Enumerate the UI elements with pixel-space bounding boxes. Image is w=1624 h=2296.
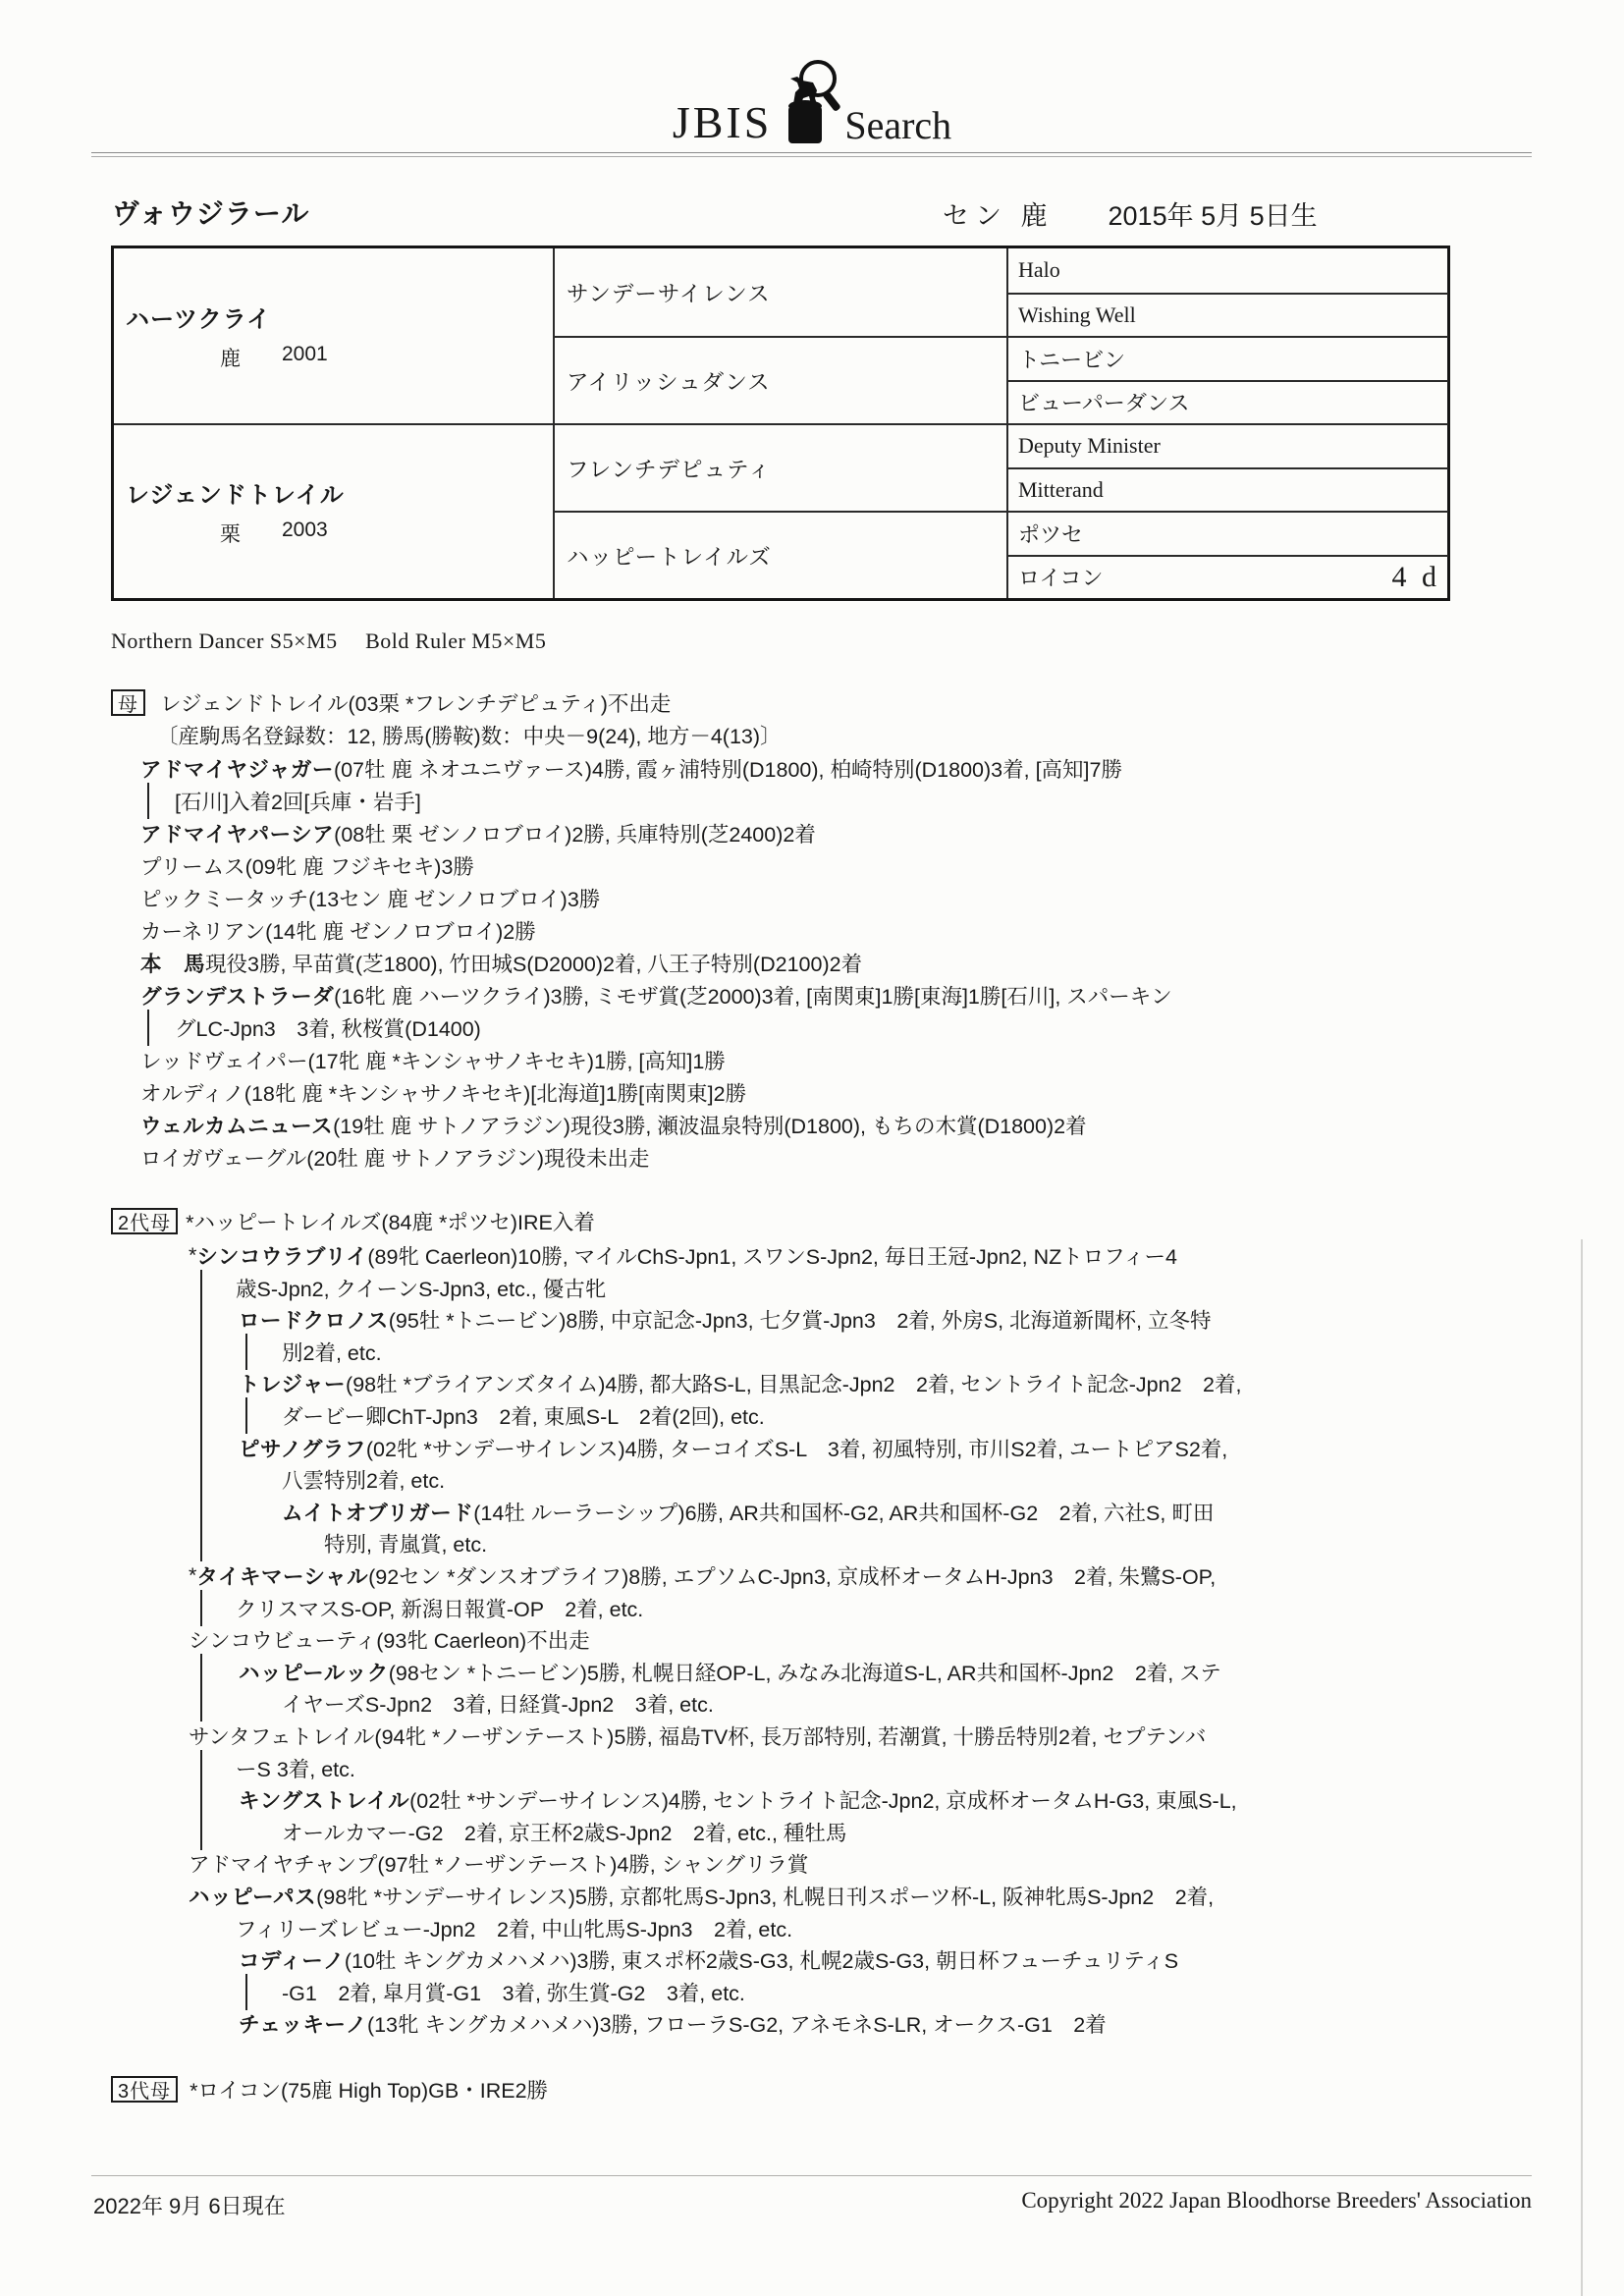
record-text: 八雲特別2着, etc. <box>282 1469 446 1494</box>
greatgrandparent-cell: ポツセ <box>1006 511 1448 555</box>
horse-birthdate: 2015年 5月 5日生 <box>1108 201 1318 231</box>
inbreeding-note: Northern Dancer S5×M5 Bold Ruler M5×M5 <box>111 629 547 653</box>
parent-coat-year: 鹿 2001 <box>220 343 328 370</box>
record-text: 歳S-Jpn2, クイーンS-Jpn3, etc., 優古牝 <box>236 1277 607 1301</box>
pedigree-line <box>0 1432 1624 1464</box>
pedigree-line <box>0 1076 1624 1109</box>
horse-name-bold: タイキマーシャル <box>196 1565 369 1589</box>
section-box-label: 母 <box>111 689 145 716</box>
record-text: (02牡 *サンデーサイレンス)4勝, セントライト記念-Jpn2, 京成杯オータムH-G3, 東風S-L, <box>409 1789 1237 1814</box>
greatgrandparent-cell: トニービン <box>1006 336 1448 380</box>
logo-jbis-text: JBIS <box>672 97 773 147</box>
pedigree-line <box>0 849 1624 882</box>
greatgrandparent-cell: Halo <box>1006 248 1448 293</box>
record-text: プリームス(09牝 鹿 フジキセキ)3勝 <box>140 855 474 879</box>
horse-name-bold: ウェルカムニュース <box>140 1115 334 1138</box>
parent-name: レジェンドトレイル <box>126 482 345 509</box>
horse-name-bold: グランデストラーダ <box>140 985 335 1009</box>
grandparent-cell: ハッピートレイルズ <box>553 511 1006 598</box>
pedigree-line <box>0 1783 1624 1816</box>
scan-artifact-line <box>1581 1239 1583 2296</box>
section-heading-granddam2 <box>111 1206 595 1236</box>
copyright-text: Copyright 2022 Japan Bloodhorse Breeders' Association <box>1021 2188 1532 2213</box>
horse-name-bold: 本 馬 <box>140 953 206 976</box>
horse-name-bold: シンコウラブリイ <box>196 1245 368 1269</box>
record-text: グLC-Jpn3 3着, 秋桜賞(D1400) <box>175 1017 481 1041</box>
tree-connector-bar <box>200 1750 202 1786</box>
record-text: (13牝 キングカメハメハ)3勝, フローラS-G2, アネモネS-LR, オークス-G1 2着 <box>366 2013 1107 2038</box>
record-text: ダービー卿ChT-Jpn3 2着, 東風S-L 2着(2回), etc. <box>282 1405 765 1429</box>
pedigree-line <box>0 1239 1624 1272</box>
greatgrandparent-cell: Deputy Minister <box>1006 423 1448 467</box>
record-text: (02牝 *サンデーサイレンス)4勝, ターコイズS-L 3着, 初風特別, 市川S2着, ユートピアS2着, <box>365 1437 1228 1461</box>
pedigree-line <box>0 1943 1624 1976</box>
tree-connector-bar <box>200 1301 202 1338</box>
record-text: フィリーズレビュー-Jpn2 2着, 中山牝馬S-Jpn3 2着, etc. <box>236 1917 793 1941</box>
pedigree-line <box>0 1623 1624 1656</box>
pedigree-line <box>0 1880 1624 1912</box>
pedigree-line <box>0 1559 1624 1592</box>
parent-cell <box>114 423 553 598</box>
horse-name-bold: コディーノ <box>239 1949 345 1974</box>
tree-connector-bar <box>200 1270 202 1306</box>
family-number: 4 d <box>1391 560 1440 593</box>
record-text: ロイガヴェーグル(20牡 鹿 サトノアラジン)現役未出走 <box>140 1147 650 1171</box>
pedigree-line <box>0 1720 1624 1752</box>
pedigree-line <box>0 1847 1624 1880</box>
section-heading-text: *ロイコン(75鹿 High Top)GB・IRE2勝 <box>189 2079 549 2103</box>
section-box-label: 2代母 <box>111 1208 178 1234</box>
pedigree-line <box>0 1011 1624 1044</box>
pedigree-line <box>0 979 1624 1011</box>
parent-coat-year: 栗 2003 <box>220 519 328 546</box>
greatgrandparent-cell: ロイコン 4 d <box>1006 555 1448 599</box>
pedigree-line <box>0 1044 1624 1076</box>
pedigree-line <box>0 1463 1624 1496</box>
tree-connector-bar <box>200 1685 202 1722</box>
logo-search-text: Search <box>844 103 952 147</box>
pedigree-line <box>0 1976 1624 2008</box>
pedigree-line <box>0 1656 1624 1688</box>
pedigree-line <box>0 1687 1624 1720</box>
pedigree-line <box>0 1109 1624 1141</box>
record-text: オールカマー-G2 2着, 京王杯2歳S-Jpn2 2着, etc., 種牡馬 <box>282 1821 847 1845</box>
pedigree-line <box>0 1399 1624 1432</box>
grandparent-cell: フレンチデピュティ <box>553 423 1006 511</box>
pedigree-line <box>0 752 1624 785</box>
pedigree-line <box>0 817 1624 849</box>
record-text: (92セン *ダンスオブライフ)8勝, エプソムC-Jpn3, 京成杯オータムH-Jpn3 2着, 朱鷺S-OP, <box>368 1565 1217 1589</box>
record-text: (98牝 *サンデーサイレンス)5勝, 京都牝馬S-Jpn3, 札幌日刊スポーツ杯-L, 阪神牝馬S-Jpn2 2着, <box>316 1886 1215 1909</box>
horse-name-bold: ピサノグラフ <box>239 1437 366 1461</box>
pedigree-line <box>0 1752 1624 1784</box>
horse-name: ヴォウジラール <box>112 198 310 229</box>
parent-cell <box>114 248 553 423</box>
tree-connector-bar <box>200 1365 202 1401</box>
footer-divider <box>91 2175 1532 2176</box>
pedigree-line <box>0 1272 1624 1304</box>
tree-connector-bar <box>200 1461 202 1498</box>
pedigree-line <box>0 882 1624 914</box>
section-substats: 〔産駒馬名登録数：12, 勝馬(勝鞍)数：中央－9(24), 地方－4(13)〕 <box>157 725 782 748</box>
grandparent-cell: アイリッシュダンス <box>553 336 1006 423</box>
horse-info <box>943 194 1318 233</box>
horse-name-bold: ハッピーパス <box>189 1886 317 1909</box>
section-box-label: 3代母 <box>111 2076 178 2103</box>
record-text: ーS 3着, etc. <box>236 1757 355 1781</box>
horse-name-bold: チェッキーノ <box>239 2013 367 2038</box>
record-text: (98牡 *ブライアンズタイム)4勝, 都大路S-L, 目黒記念-Jpn2 2着, セントライト記念-Jpn2 2着, <box>346 1373 1242 1397</box>
record-text: (14牡 ルーラーシップ)6勝, AR共和国杯-G2, AR共和国杯-G2 2着, 六社S, 町田 <box>473 1501 1215 1525</box>
horse-sex-coat: セン 鹿 <box>943 201 1054 231</box>
record-text: [石川]入着2回[兵庫・岩手] <box>175 791 421 814</box>
horse-magnifier-icon <box>776 55 846 149</box>
greatgrandparent-cell: Mitterand <box>1006 467 1448 512</box>
tree-connector-bar <box>245 1974 247 2010</box>
grandparent-cell: サンデーサイレンス <box>553 248 1006 336</box>
record-text: * <box>189 1563 197 1587</box>
record-text: * <box>189 1243 197 1267</box>
horse-name-bold: ムイトオブリガード <box>282 1501 474 1525</box>
pedigree-line <box>0 1527 1624 1559</box>
pedigree-line <box>0 1496 1624 1528</box>
record-text: (08牡 栗 ゼンノロブロイ)2勝, 兵庫特別(芝2400)2着 <box>334 823 816 847</box>
pedigree-line <box>0 914 1624 947</box>
record-text: 別2着, etc. <box>282 1340 382 1365</box>
section-heading-dam <box>111 687 671 718</box>
record-text: (95牡 *トニービン)8勝, 中京記念-Jpn3, 七夕賞-Jpn3 2着, 外房S, 北海道新聞杯, 立冬特 <box>388 1309 1212 1334</box>
tree-connector-bar <box>245 1334 247 1370</box>
horse-name-bold: アドマイヤジャガー <box>140 758 334 782</box>
greatgrandparent-cell: Wishing Well <box>1006 293 1448 337</box>
horse-name-bold: キングストレイル <box>239 1789 410 1814</box>
horse-name-bold: ハッピールック <box>239 1661 389 1685</box>
pedigree-line <box>0 1912 1624 1944</box>
tree-connector-bar <box>200 1590 202 1626</box>
record-text: 現役3勝, 早苗賞(芝1800), 竹田城S(D2000)2着, 八王子特別(D2100)2着 <box>205 953 863 976</box>
record-text: -G1 2着, 皐月賞-G1 3着, 弥生賞-G2 3着, etc. <box>282 1981 745 2005</box>
pedigree-table <box>111 246 1450 601</box>
record-text: (98セン *トニービン)5勝, 札幌日経OP-L, みなみ北海道S-L, AR共和国杯-Jpn2 2着, ステ <box>388 1661 1221 1685</box>
record-text: サンタフェトレイル(94牝 *ノーザンテースト)5勝, 福島TV杯, 長万部特別, 若潮賞, 十勝岳特別2着, セプテンバ <box>189 1725 1207 1749</box>
section-heading-text: レジェンドトレイル(03栗 *フレンチデピュティ)不出走 <box>160 692 672 716</box>
record-text: カーネリアン(14牝 鹿 ゼンノロブロイ)2勝 <box>140 920 536 944</box>
tree-connector-bar <box>147 783 149 819</box>
record-text: (07牡 鹿 ネオユニヴァース)4勝, 霞ヶ浦特別(D1800), 柏崎特別(D1800)3着, [高知]7勝 <box>333 758 1122 782</box>
tree-connector-bar <box>200 1494 202 1530</box>
record-text: (10牡 キングカメハメハ)3勝, 東スポ杯2歳S-G3, 札幌2歳S-G3, 朝日杯フューチュリティS <box>344 1949 1179 1974</box>
record-text: (16牝 鹿 ハーツクライ)3勝, ミモザ賞(芝2000)3着, [南関東]1勝[東海]1勝[石川], スパーキン <box>334 985 1172 1009</box>
parent-name: ハーツクライ <box>126 306 272 333</box>
record-text: (19牡 鹿 サトノアラジン)現役3勝, 瀬波温泉特別(D1800), もちの木賞(D1800)2着 <box>333 1115 1087 1138</box>
record-text: レッドヴェイパー(17牝 鹿 *キンシャサノキセキ)1勝, [高知]1勝 <box>140 1050 726 1073</box>
pedigree-line <box>0 1367 1624 1399</box>
tree-connector-bar <box>200 1654 202 1690</box>
horse-name-bold: アドマイヤパーシア <box>140 823 335 847</box>
header-divider <box>91 152 1532 157</box>
section-heading-text: *ハッピートレイルズ(84鹿 *ポツセ)IRE入着 <box>186 1211 595 1234</box>
horse-name-bold: ロードクロノス <box>239 1309 389 1334</box>
record-text: クリスマスS-OP, 新潟日報賞-OP 2着, etc. <box>236 1597 644 1621</box>
record-text: シンコウビューティ(93牝 Caerleon)不出走 <box>189 1629 590 1654</box>
record-text: 特別, 青嵐賞, etc. <box>324 1533 488 1558</box>
pedigree-line <box>0 2007 1624 2040</box>
horse-name-bold: トレジャー <box>239 1373 347 1397</box>
pedigree-line <box>0 1336 1624 1368</box>
pedigree-line <box>0 947 1624 979</box>
pedigree-line <box>0 1303 1624 1336</box>
pedigree-line <box>0 785 1624 817</box>
pedigree-line <box>0 1816 1624 1848</box>
jbis-search-logo <box>0 47 1624 145</box>
tree-connector-bar <box>200 1397 202 1434</box>
tree-connector-bar <box>200 1814 202 1850</box>
greatgrandparent-cell: ビューパーダンス <box>1006 380 1448 424</box>
tree-connector-bar <box>200 1430 202 1466</box>
record-text: アドマイヤチャンプ(97牡 *ノーザンテースト)4勝, シャングリラ賞 <box>189 1853 809 1878</box>
tree-connector-bar <box>200 1781 202 1818</box>
tree-connector-bar <box>200 1525 202 1561</box>
pedigree-line <box>0 1141 1624 1174</box>
tree-connector-bar <box>147 1010 149 1046</box>
record-text: オルディノ(18牝 鹿 *キンシャサノキセキ)[北海道]1勝[南関東]2勝 <box>140 1082 747 1106</box>
report-date: 2022年 9月 6日現在 <box>93 2194 286 2218</box>
section-heading-granddam3 <box>111 2074 548 2105</box>
tree-connector-bar <box>200 1334 202 1370</box>
record-text: イヤーズS-Jpn2 3着, 日経賞-Jpn2 3着, etc. <box>282 1693 714 1718</box>
pedigree-line <box>0 1592 1624 1624</box>
record-text: (89牝 Caerleon)10勝, マイルChS-Jpn1, スワンS-Jpn2, 毎日王冠-Jpn2, NZトロフィー4 <box>367 1245 1177 1269</box>
record-text: ピックミータッチ(13セン 鹿 ゼンノロブロイ)3勝 <box>140 888 601 911</box>
tree-connector-bar <box>245 1397 247 1434</box>
